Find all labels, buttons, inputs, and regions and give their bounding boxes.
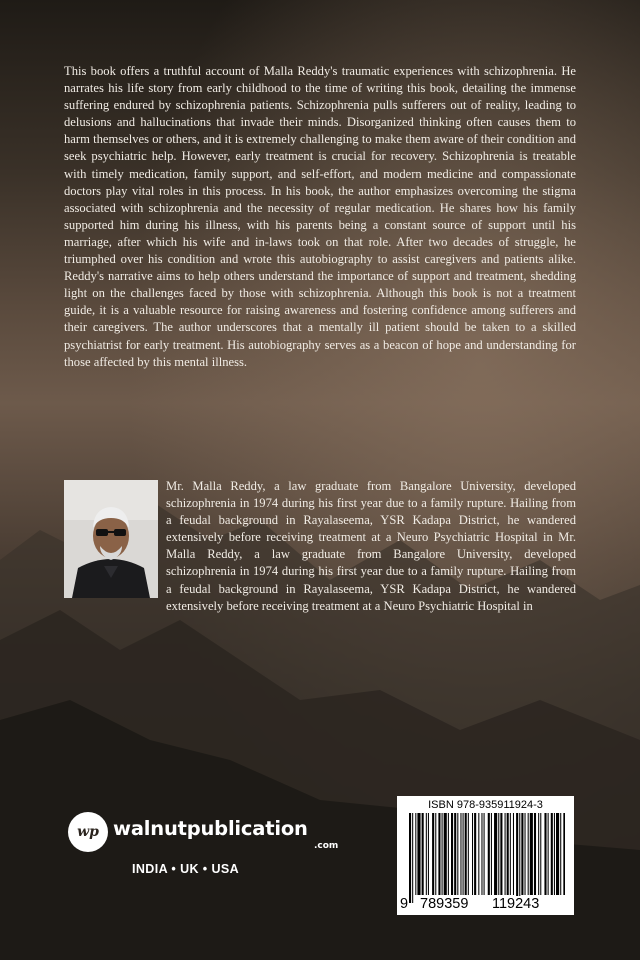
barcode-bar [444,813,447,895]
barcode-bar [556,813,559,895]
barcode-bar [451,813,453,895]
barcode-bar [519,813,520,903]
barcode-bar [412,813,413,903]
barcode-bar [448,813,449,895]
barcode-bar [463,813,464,895]
barcode-bar [481,813,482,895]
barcode-bar [521,813,523,895]
barcode-bar [478,813,479,895]
barcode-bar [472,813,473,895]
barcode-bar [438,813,440,895]
barcode-bar [551,813,553,895]
photo-wrap-spacer [64,478,166,604]
barcode-bar [528,813,529,895]
isbn-barcode [397,796,574,915]
barcode-bars [409,813,565,905]
barcode-bar [548,813,549,895]
barcode-bar [513,813,514,895]
barcode-bar [409,813,411,903]
barcode-bar [491,813,492,895]
barcode-bar [457,813,458,895]
barcode-bar [544,813,546,895]
barcode-bar [465,813,467,895]
barcode-bar [417,813,420,895]
barcode-bar [525,813,526,895]
barcode-bar [415,813,416,895]
publisher-domain: .com [314,841,339,851]
barcode-bar [540,813,541,895]
isbn-left-group: 789359 [420,896,469,912]
publisher-logo-icon: wp [68,812,108,852]
author-bio [64,478,576,615]
barcode-bar [554,813,555,895]
barcode-bar [500,813,502,895]
barcode-bar [468,813,469,895]
barcode-bar [494,813,497,895]
publisher-regions: INDIA • UK • USA [132,862,240,876]
publisher-name: walnutpublication [113,817,308,840]
barcode-bar [422,813,424,895]
barcode-bar [432,813,434,895]
author-bio-text: Mr. Malla Reddy, a law graduate from Bangalore University, developed schizophrenia in 1974 during his first year due to a family rupture. Hailing from a feudal background in Rayalaseema, YSR Kadapa District, he wandered extensively before receiving treatment at a Neuro Psychiatric Hospital in Mr. Malla Reddy, a law graduate from Bangalore University, developed schizophrenia in 1974 during his first year due to a family rupture. Hailing from a feudal background in Rayalaseema, YSR Kadapa District, he wandered extensively before receiving treatment at a Neuro Psychiatric Hospital in [166,479,576,613]
barcode-bar [538,813,539,895]
barcode-bar [507,813,509,895]
barcode-bar [563,813,565,895]
barcode-bar [426,813,427,895]
barcode-bar [498,813,499,895]
barcode-bar [474,813,476,895]
barcode-bar [442,813,443,895]
barcode-bar [488,813,490,895]
barcode-bar [516,813,518,903]
barcode-bar [530,813,533,895]
barcode-bar [510,813,511,895]
isbn-label: ISBN 978-935911924-3 [428,799,543,811]
isbn-first-digit: 9 [400,896,409,912]
barcode-bar [560,813,561,895]
barcode-bar [428,813,429,895]
book-description: This book offers a truthful account of Malla Reddy's traumatic experiences with schizophrenia. He narrates his life story from early childhood to the time of writing this book, detailing the immense suffering endured by schizophrenia patients. Schizophrenia pulls sufferers out of reality, leading to delusions and hallucinations that invade their minds. Disorganized thinking often causes them to harm themselves or others, and it is extremely challenging to make them aware of their condition and seek psychiatric help. However, early treatment is crucial for recovery. Schizophrenia is treatable with timely medication, family support, and self-effort, and modern medicine and compassionate doctors play vital roles in this process. In his book, the author emphasizes overcoming the stigma associated with schizophrenia and the necessity of regular medication. He shares how his family supported him during his illness, with his parents being a constant source of support until his marriage, after which his wife and in-laws took on that role. After two decades of struggle, he triumphed over his condition and wrote this autobiography to assist caregivers and patients alike. Reddy's narrative aims to help others understand the importance of support and treatment, shedding light on the challenges faced by those with schizophrenia. Although this book is not a treatment guide, it is a valuable resource for raising awareness and fostering confidence among sufferers and their caregivers. The author underscores that a mentally ill patient should be taken to a skilled psychiatrist for early treatment. His autobiography serves as a beacon of hope and understanding for those affected by this mental illness. [64,64,576,369]
isbn-right-group: 119243 [492,896,540,912]
barcode-bar [454,813,456,895]
publisher-block [68,812,348,882]
barcode-bar [534,813,536,895]
barcode-bar [460,813,461,895]
barcode-bar [505,813,506,895]
barcode-bar [484,813,485,895]
barcode-bar [435,813,436,895]
